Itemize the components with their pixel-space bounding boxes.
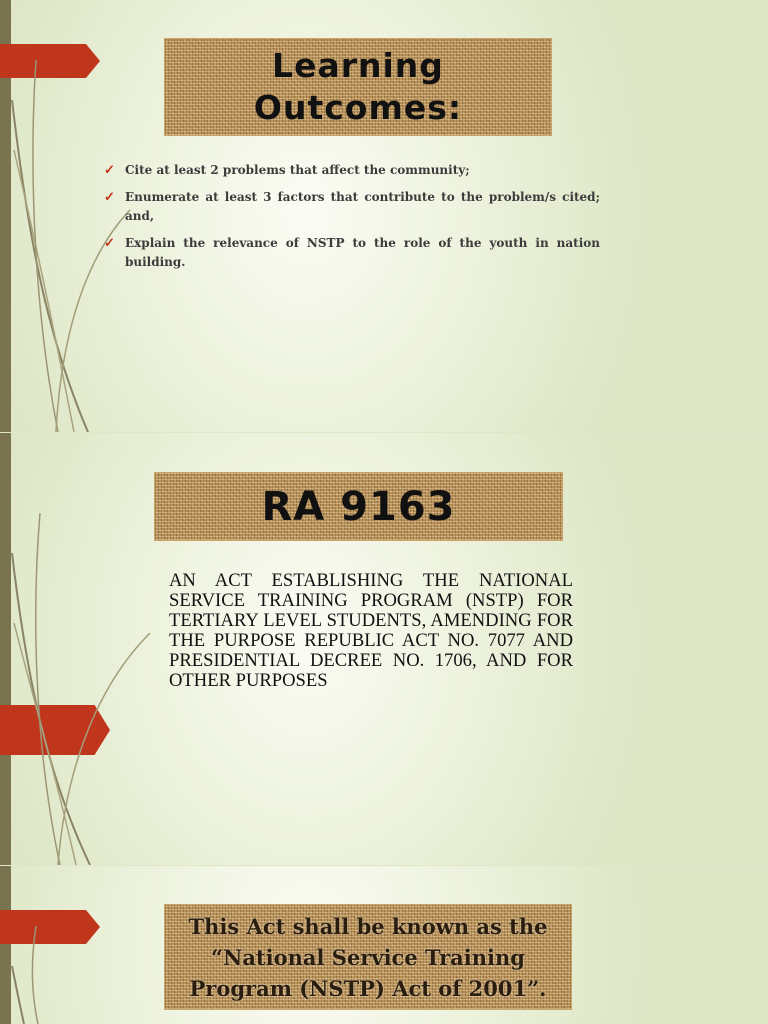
slide-ra-9163 [0,433,768,865]
slide-title [254,45,462,129]
list-item-text: Cite at least 2 problems that affect the community; [125,163,470,177]
decorative-stems [0,866,160,1024]
checkmark-icon: ✓ [104,190,115,205]
checkmark-icon: ✓ [104,163,115,178]
title-line: Learning [272,46,444,85]
slide-title: RA 9163 [261,483,456,530]
title-banner [164,904,572,1010]
title-banner [164,38,552,136]
list-item [104,188,600,226]
slide-nstp-act [0,866,768,1024]
title-banner [154,472,563,541]
title-line: “National Service Training [211,944,525,970]
list-item [104,161,600,180]
list-item [104,234,600,272]
list-item-text: Explain the relevance of NSTP to the role of the youth in nation building. [125,236,600,269]
slide-learning-outcomes [0,0,768,432]
outcomes-list [104,161,600,280]
title-line: Program (NSTP) Act of 2001”. [189,975,547,1001]
title-line: This Act shall be known as the [188,913,548,939]
title-line: Outcomes: [253,88,463,127]
list-item-text: Enumerate at least 3 factors that contribute to the problem/s cited; and, [125,190,600,223]
act-description: AN ACT ESTABLISHING THE NATIONAL SERVICE TRAINING PROGRAM (NSTP) FOR TERTIARY LEVEL STUDENTS, AMENDING FOR THE PURPOSE REPUBLIC ACT NO. 7077 AND PRESIDENTIAL DECREE NO. 1706, AND FOR OTHER PURPOSES [169,570,573,691]
slide-title [189,911,548,1004]
decorative-stems [0,433,170,865]
checkmark-icon: ✓ [104,236,115,251]
